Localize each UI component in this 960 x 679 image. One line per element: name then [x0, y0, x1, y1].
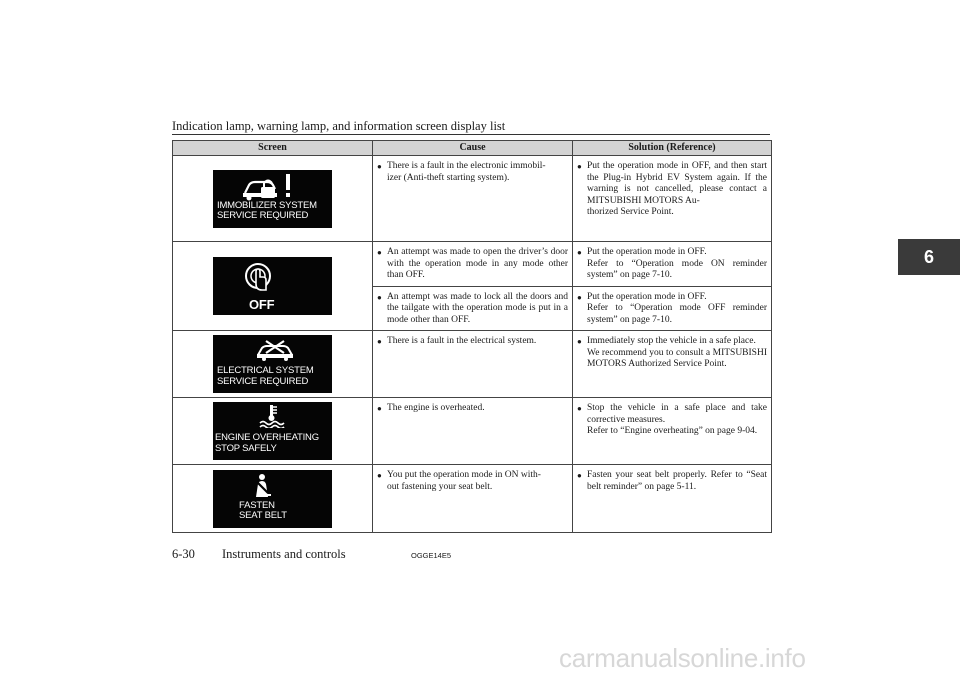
- cause-cell: [373, 242, 573, 287]
- page-header-title: Indication lamp, warning lamp, and information screen display list: [172, 119, 506, 133]
- bullet-icon: ●: [377, 162, 382, 171]
- table-row: [173, 156, 772, 242]
- cause-text: You put the operation mode in ON with- out fastening your seat belt.: [387, 470, 541, 492]
- bullet-icon: ●: [577, 162, 582, 171]
- table-row: [173, 398, 772, 465]
- immobilizer-screen: [213, 170, 332, 228]
- solution-text: Fasten your seat belt properly. Refer to “Seat belt reminder” on page 5-11.: [587, 470, 767, 492]
- section-title: Instruments and controls: [222, 547, 346, 561]
- bullet-icon: ●: [377, 404, 382, 413]
- cause-cell: [373, 465, 573, 533]
- screen-cell: [173, 156, 373, 242]
- solution-cell: [573, 242, 772, 287]
- bullet-icon: ●: [577, 337, 582, 346]
- bullet-icon: ●: [577, 404, 582, 413]
- screen-message: FASTEN SEAT BELT: [239, 499, 287, 521]
- cause-text: An attempt was made to open the driver’s door with the operation mode in any mode other than OFF.: [387, 247, 568, 280]
- solution-cell: [573, 465, 772, 533]
- screen-message: IMMOBILIZER SYSTEM SERVICE REQUIRED: [217, 199, 317, 221]
- cause-text: There is a fault in the electrical system.: [387, 336, 537, 346]
- table-row: [173, 331, 772, 398]
- bullet-icon: ●: [577, 471, 582, 480]
- screen-cell: [173, 242, 373, 331]
- column-header-solution: Solution (Reference): [573, 141, 772, 156]
- cause-text: The engine is overheated.: [387, 403, 485, 413]
- coolant-temperature-icon: [257, 404, 287, 428]
- cause-cell: [373, 156, 573, 242]
- solution-text: Stop the vehicle in a safe place and take corrective measures. Refer to “Engine overheating” on page 9-04.: [587, 403, 767, 436]
- electrical-fault-car-icon: [255, 339, 295, 361]
- cause-cell: [373, 286, 573, 331]
- document-code: OGGE14E5: [411, 551, 452, 560]
- lock-car-icon: [241, 173, 297, 201]
- column-header-screen: Screen: [173, 141, 373, 156]
- chapter-tab[interactable]: 6: [898, 239, 960, 275]
- bullet-icon: ●: [377, 292, 382, 302]
- solution-cell: [573, 331, 772, 398]
- screen-cell: [173, 331, 373, 398]
- solution-cell: [573, 286, 772, 331]
- cause-cell: [373, 331, 573, 398]
- screen-message: OFF: [249, 296, 275, 312]
- screen-message: ENGINE OVERHEATING STOP SAFELY: [215, 432, 319, 454]
- table-row: [173, 242, 772, 287]
- cause-text: There is a fault in the electronic immobil- izer (Anti-theft starting system).: [387, 161, 546, 183]
- off-screen: [213, 257, 332, 315]
- screen-cell: [173, 465, 373, 533]
- solution-text: Put the operation mode in OFF. Refer to “Operation mode OFF reminder system” on page 7-10.: [587, 291, 767, 325]
- screen-message: ELECTRICAL SYSTEM SERVICE REQUIRED: [217, 365, 314, 387]
- watermark: carmanualsonline.info: [559, 643, 806, 673]
- bullet-icon: ●: [577, 292, 582, 302]
- solution-cell: [573, 398, 772, 465]
- bullet-icon: ●: [377, 471, 382, 480]
- bullet-icon: ●: [377, 337, 382, 346]
- solution-text: Put the operation mode in OFF, and then start the Plug-in Hybrid EV System again. If the warning is not cancelled, please contact a MITSUBISHI MOTORS Au- thorized Service Point.: [587, 161, 767, 217]
- table-row: [173, 465, 772, 533]
- cause-cell: [373, 398, 573, 465]
- solution-cell: [573, 156, 772, 242]
- electrical-screen: [213, 335, 332, 393]
- solution-text: Immediately stop the vehicle in a safe place. We recommend you to consult a MITSUBISHI MOTORS Authorized Service Point.: [587, 336, 767, 369]
- indication-table: [172, 140, 772, 533]
- column-header-cause: Cause: [373, 141, 573, 156]
- table-header-row: [173, 141, 772, 156]
- solution-text: Put the operation mode in OFF. Refer to “Operation mode ON reminder system” on page 7-10.: [587, 247, 767, 280]
- seat-belt-screen: [213, 470, 332, 528]
- screen-cell: [173, 398, 373, 465]
- power-button-icon: [244, 262, 274, 294]
- cause-text: An attempt was made to lock all the doors and the tailgate with the operation mode is put in a mode other than OFF.: [387, 291, 568, 325]
- header-rule: [172, 134, 770, 135]
- bullet-icon: ●: [377, 248, 382, 257]
- bullet-icon: ●: [577, 248, 582, 257]
- page-number: 6-30: [172, 547, 195, 561]
- engine-overheating-screen: [213, 402, 332, 460]
- seat-belt-icon: [252, 473, 274, 499]
